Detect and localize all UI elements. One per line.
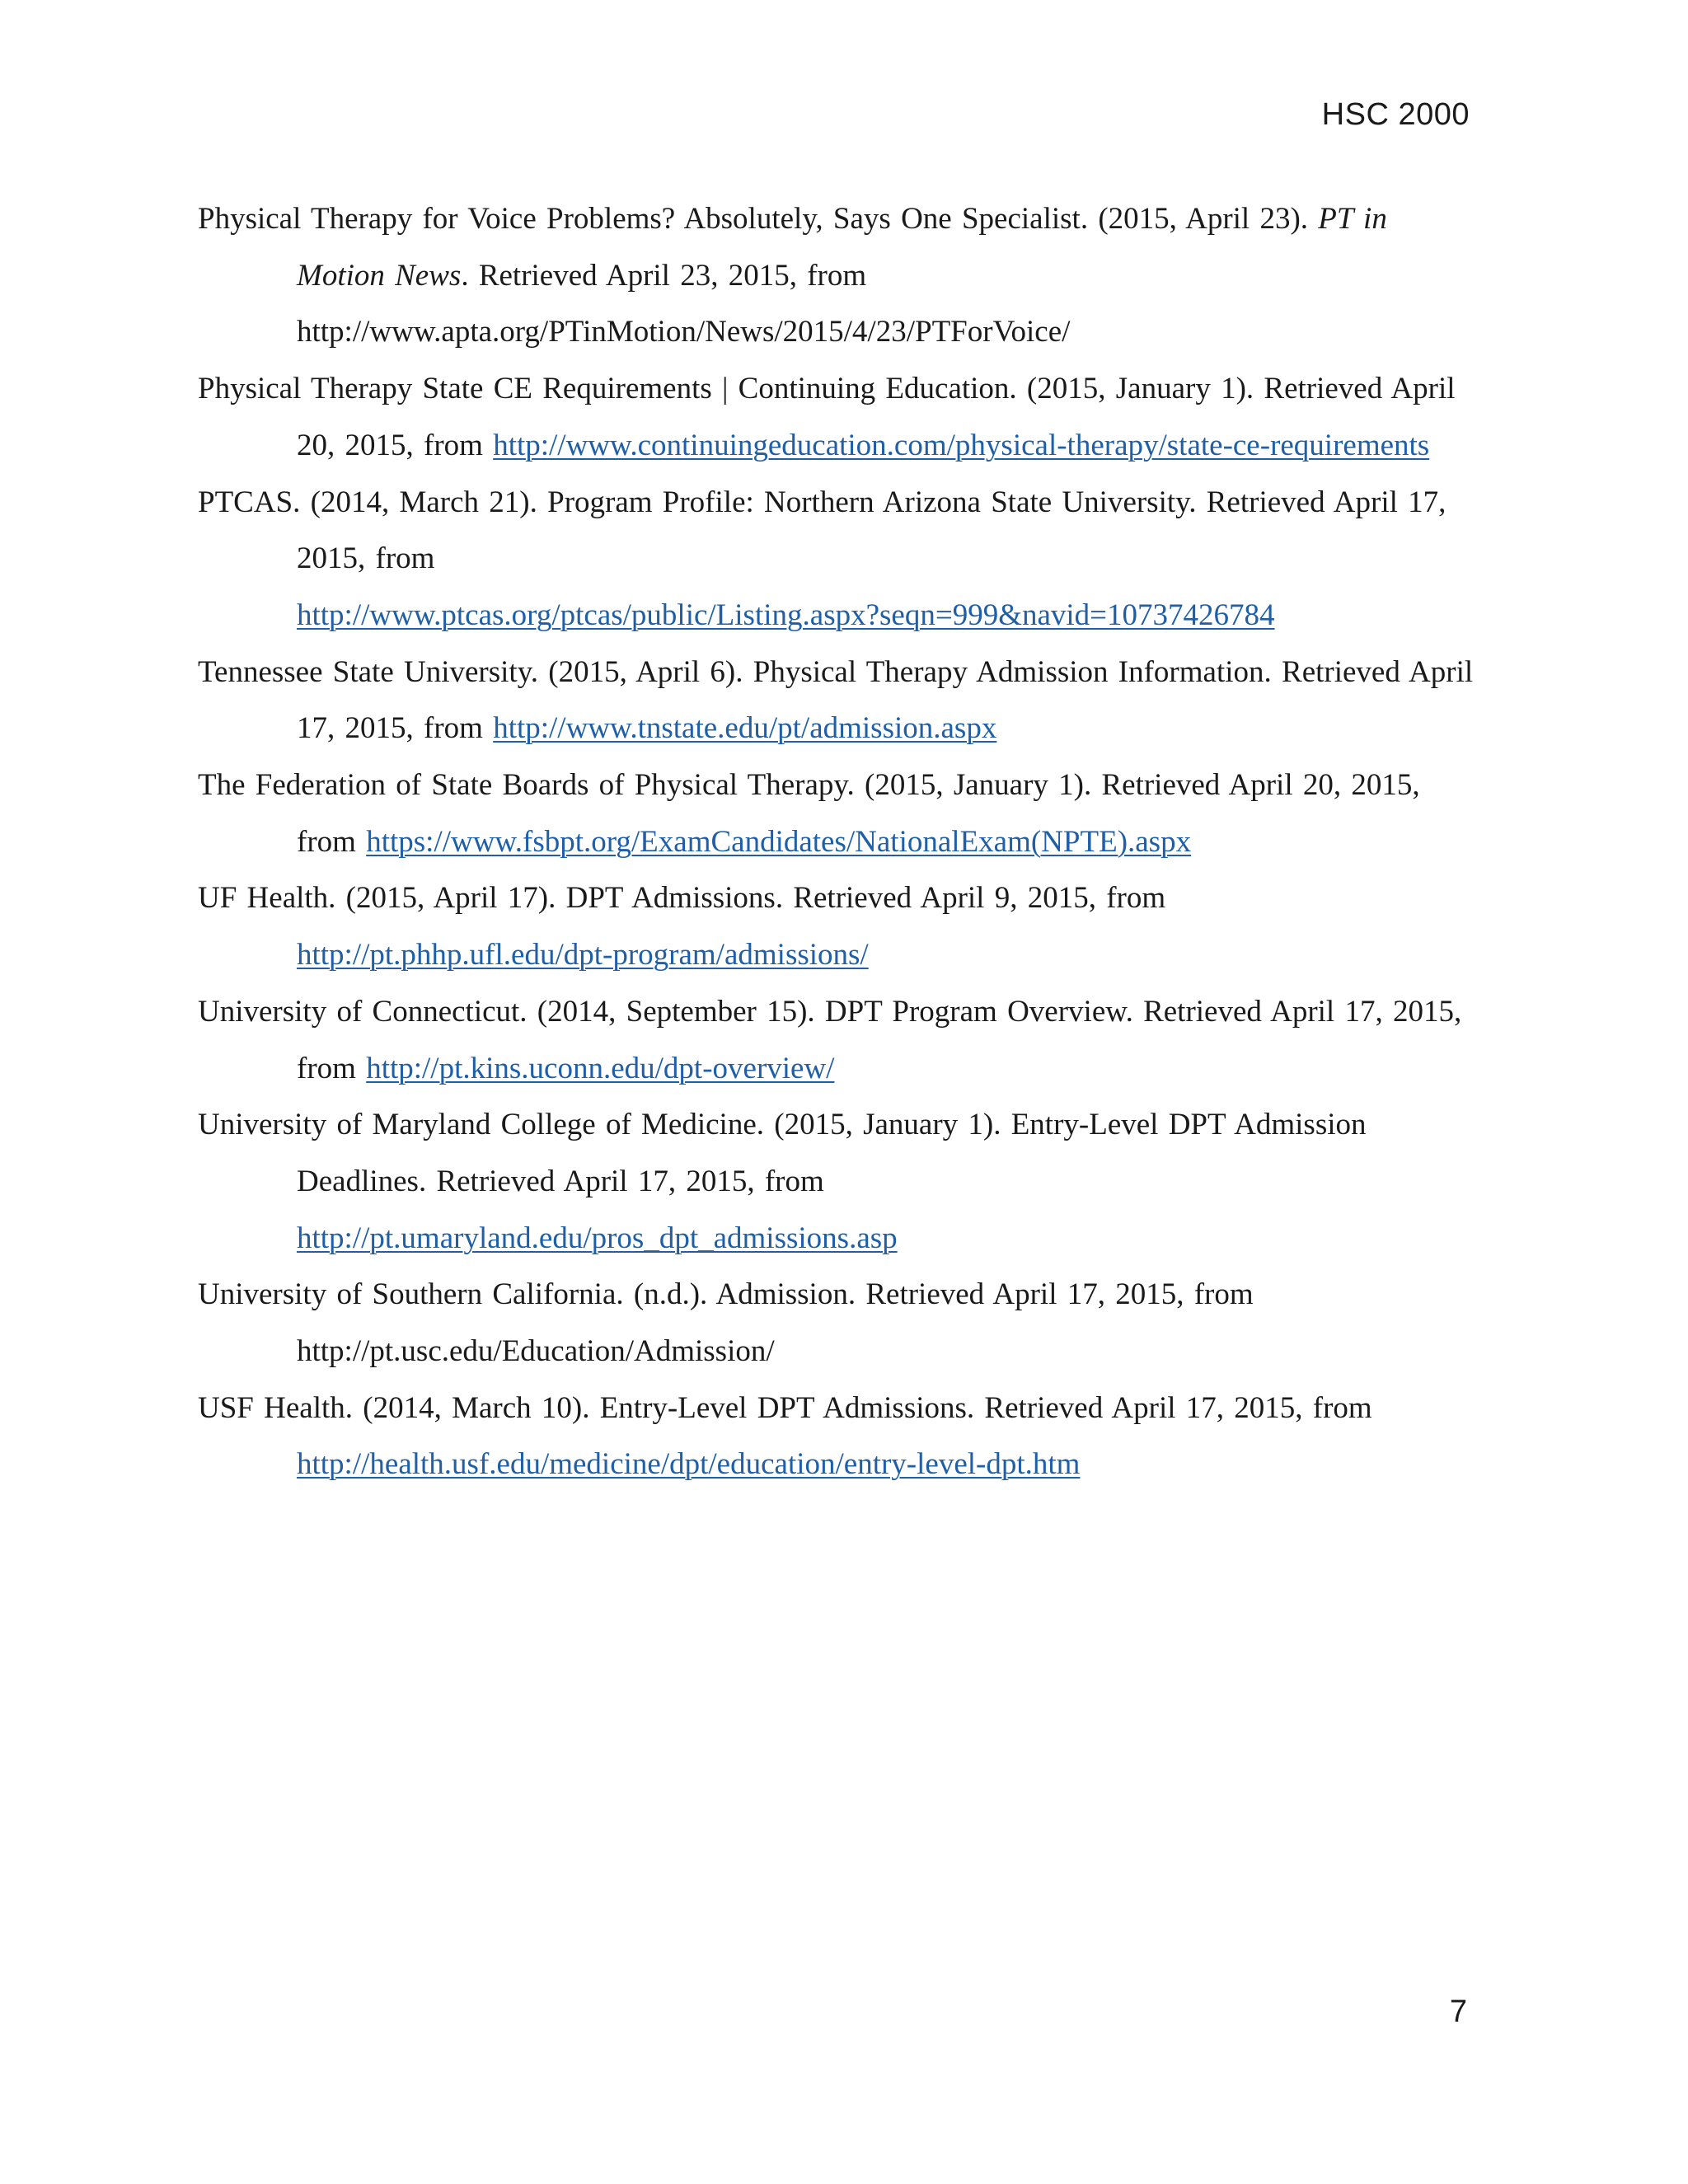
reference-entry [198, 1267, 1484, 1380]
reference-text: University of Southern California. (n.d.). Admission. Retrieved April 17, 2015, from [198, 1277, 1254, 1312]
reference-entry [198, 644, 1484, 757]
reference-link[interactable]: http://www.ptcas.org/ptcas/public/Listing.aspx?seqn=999&navid=10737426784 [297, 598, 1275, 632]
reference-entry [198, 191, 1484, 361]
reference-text: Physical Therapy State CE Requirements | Continuing Education. (2015, January 1). Retrieved April 20, 2015, from [198, 372, 1456, 462]
reference-entry [198, 757, 1484, 870]
running-head: HSC 2000 [1321, 97, 1470, 132]
reference-url: http://www.apta.org/PTinMotion/News/2015/4/23/PTForVoice/ [297, 315, 1071, 349]
reference-url: http://pt.usc.edu/Education/Admission/ [297, 1334, 775, 1369]
reference-text: UF Health. (2015, April 17). DPT Admissions. Retrieved April 9, 2015, from [198, 881, 1166, 916]
reference-source-title: PT in Motion News [297, 202, 1387, 293]
reference-text: University of Connecticut. (2014, September 15). DPT Program Overview. Retrieved April 17, 2015, from [198, 994, 1462, 1085]
reference-text: The Federation of State Boards of Physical Therapy. (2015, January 1). Retrieved April 20, 2015, from [198, 768, 1420, 859]
reference-entry [198, 1380, 1484, 1493]
reference-entry [198, 361, 1484, 474]
reference-text: . Retrieved April 23, 2015, from [461, 258, 867, 293]
reference-link[interactable]: http://pt.kins.uconn.edu/dpt-overview/ [366, 1051, 835, 1085]
reference-link[interactable]: http://www.continuingeducation.com/physical-therapy/state-ce-requirements [493, 428, 1430, 462]
page-number: 7 [1449, 1994, 1467, 2029]
reference-link[interactable]: http://www.tnstate.edu/pt/admission.aspx [493, 711, 997, 746]
reference-text: PTCAS. (2014, March 21). Program Profile: Northern Arizona State University. Retrieved April 17, 2015, from [198, 485, 1447, 576]
reference-link[interactable]: https://www.fsbpt.org/ExamCandidates/NationalExam(NPTE).aspx [366, 824, 1192, 859]
reference-list [198, 191, 1484, 1493]
reference-link[interactable]: http://pt.umaryland.edu/pros_dpt_admissions.asp [297, 1221, 898, 1255]
reference-entry [198, 984, 1484, 1097]
reference-text: USF Health. (2014, March 10). Entry-Level DPT Admissions. Retrieved April 17, 2015, from [198, 1390, 1372, 1425]
reference-entry [198, 870, 1484, 983]
reference-link[interactable]: http://pt.phhp.ufl.edu/dpt-program/admissions/ [297, 938, 869, 972]
reference-text: Physical Therapy for Voice Problems? Absolutely, Says One Specialist. (2015, April 23). [198, 202, 1319, 236]
reference-text: University of Maryland College of Medicine. (2015, January 1). Entry-Level DPT Admission Deadlines. Retrieved April 17, 2015, from [198, 1108, 1367, 1198]
reference-link[interactable]: http://health.usf.edu/medicine/dpt/education/entry-level-dpt.htm [297, 1447, 1081, 1482]
reference-entry [198, 475, 1484, 644]
reference-text: Tennessee State University. (2015, April 6). Physical Therapy Admission Information. Retrieved April 17, 2015, from [198, 654, 1474, 746]
reference-entry [198, 1097, 1484, 1267]
